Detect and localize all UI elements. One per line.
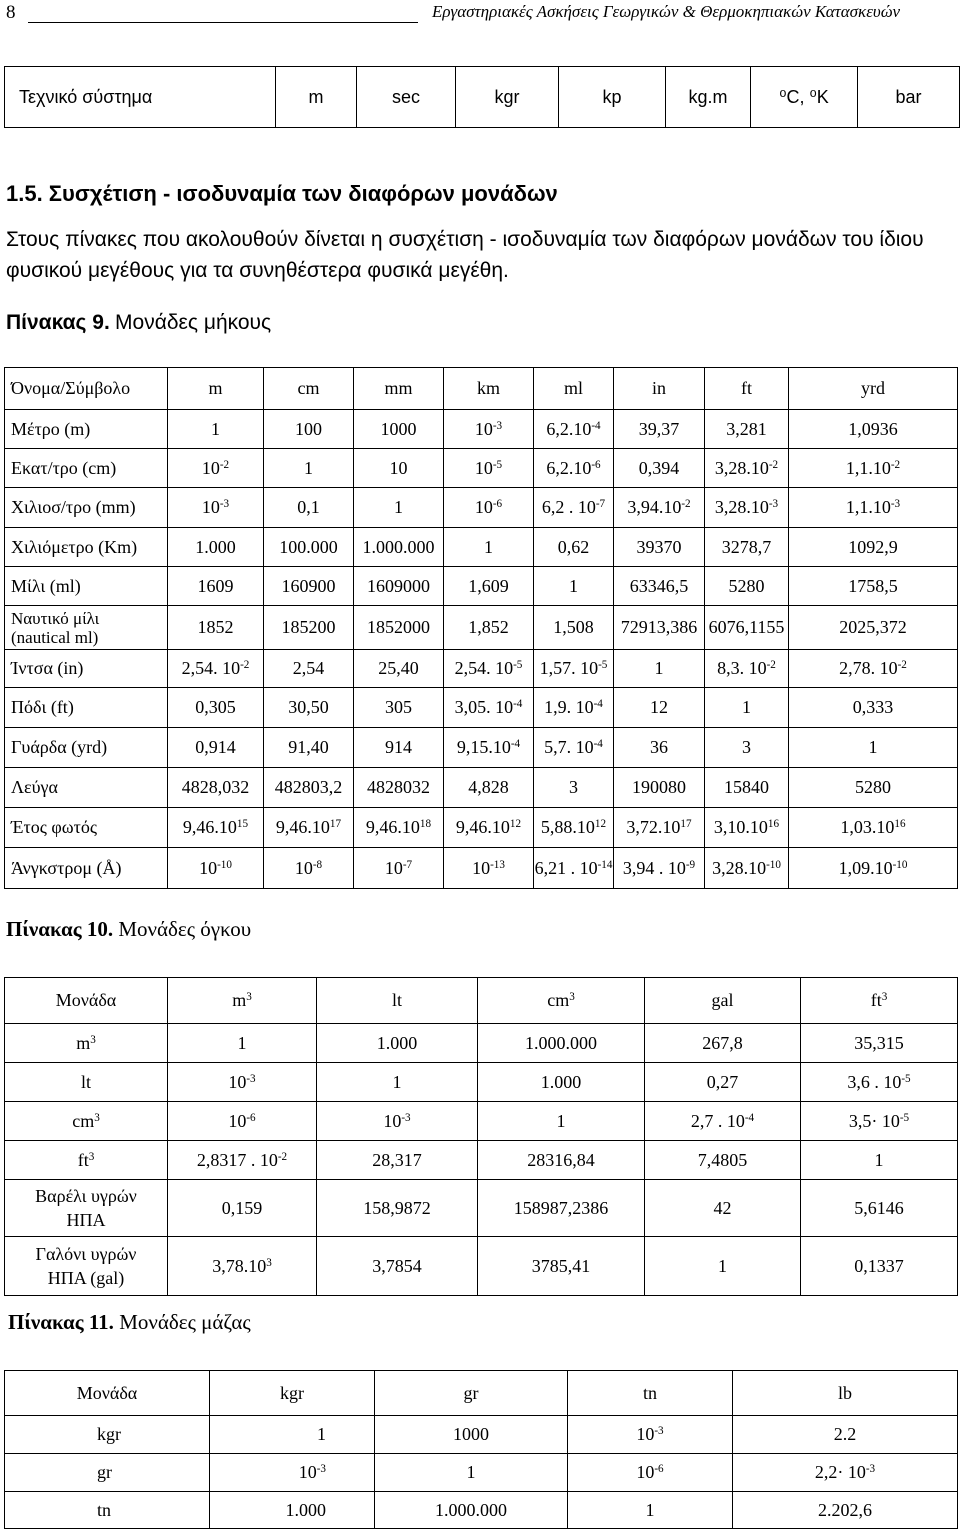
- row-label-cell: Γαλόνι υγρών ΗΠΑ (gal): [5, 1237, 168, 1296]
- value-cell: $10^{-6}$: [568, 1454, 733, 1492]
- value-cell: 914: [354, 728, 444, 768]
- value-cell: 1852000: [354, 606, 444, 650]
- table11-title: Μονάδες μάζας: [119, 1310, 251, 1334]
- value-cell: 3,72.10$^{17}$: [614, 808, 705, 848]
- value-cell: $10^{-3}$: [444, 410, 534, 449]
- header-cell: yrd: [789, 368, 958, 410]
- value-cell: 1,9. $10^{-4}$: [534, 688, 614, 728]
- tech-cell: kgr: [456, 67, 559, 128]
- value-cell: 1,0936: [789, 410, 958, 449]
- header-cell: kgr: [210, 1371, 375, 1416]
- table-row: [5, 1454, 958, 1492]
- value-cell: 482803,2: [264, 768, 354, 808]
- row-label-cell: $cm^3$: [5, 1102, 168, 1141]
- value-cell: 2.2: [733, 1416, 958, 1454]
- value-cell: 1: [168, 410, 264, 449]
- value-cell: 3,78.10$^3$: [168, 1237, 317, 1296]
- value-cell: 1: [264, 449, 354, 488]
- value-cell: 0,333: [789, 688, 958, 728]
- table-row: [5, 1102, 958, 1141]
- value-cell: $3,28.10^{-3}$: [705, 488, 789, 528]
- table-row: [5, 1024, 958, 1063]
- value-cell: 4828,032: [168, 768, 264, 808]
- value-cell: 3785,41: [478, 1237, 645, 1296]
- value-cell: 3: [534, 768, 614, 808]
- header-cell: ft: [705, 368, 789, 410]
- row-label-cell: gr: [5, 1454, 210, 1492]
- value-cell: 39370: [614, 528, 705, 567]
- value-cell: 1.000.000: [354, 528, 444, 567]
- header-row: [5, 368, 958, 410]
- value-cell: 2,54. $10^{-5}$: [444, 650, 534, 688]
- table-row: [5, 488, 958, 528]
- header-cell: gr: [375, 1371, 568, 1416]
- value-cell: 1: [801, 1141, 958, 1180]
- value-cell: 9,46.10$^{15}$: [168, 808, 264, 848]
- row-label-cell: kgr: [5, 1416, 210, 1454]
- value-cell: $10^{-5}$: [444, 449, 534, 488]
- value-cell: 10: [354, 449, 444, 488]
- table-row: [5, 1492, 958, 1529]
- value-cell: 42: [645, 1180, 801, 1237]
- value-cell: 100: [264, 410, 354, 449]
- value-cell: $9,15.10^{-4}$: [444, 728, 534, 768]
- value-cell: 3,05. $10^{-4}$: [444, 688, 534, 728]
- value-cell: 39,37: [614, 410, 705, 449]
- value-cell: 3,94 . $10^{-9}$: [614, 848, 705, 889]
- value-cell: 4,828: [444, 768, 534, 808]
- table-row: [5, 688, 958, 728]
- value-cell: 6,2 . $10^{-7}$: [534, 488, 614, 528]
- value-cell: 0,62: [534, 528, 614, 567]
- page-number: 8: [6, 2, 16, 23]
- value-cell: 1,609: [444, 567, 534, 606]
- value-cell: $10^{-3}$: [210, 1454, 375, 1492]
- header-cell: Μονάδα: [5, 1371, 210, 1416]
- value-cell: $10^{-6}$: [444, 488, 534, 528]
- value-cell: 1852: [168, 606, 264, 650]
- value-cell: 1.000: [317, 1024, 478, 1063]
- value-cell: 1: [317, 1063, 478, 1102]
- table10-caption: [6, 917, 251, 942]
- value-cell: 158,9872: [317, 1180, 478, 1237]
- tech-cell: bar: [858, 67, 960, 128]
- header-cell: m: [168, 368, 264, 410]
- value-cell: $10^{-10}$: [168, 848, 264, 889]
- value-cell: 3278,7: [705, 528, 789, 567]
- value-cell: 25,40: [354, 650, 444, 688]
- header-cell: lb: [733, 1371, 958, 1416]
- value-cell: 1000: [375, 1416, 568, 1454]
- table-row: [5, 650, 958, 688]
- value-cell: 0,159: [168, 1180, 317, 1237]
- value-cell: 7,4805: [645, 1141, 801, 1180]
- tech-cell: Τεχνικό σύστημα: [5, 67, 276, 128]
- value-cell: 6,21 . $10^{-14}$: [534, 848, 614, 889]
- tech-system-row: [5, 67, 960, 128]
- value-cell: 0,1: [264, 488, 354, 528]
- value-cell: $3,5\cdot 10^{-5}$: [801, 1102, 958, 1141]
- value-cell: 3,10.10$^{16}$: [705, 808, 789, 848]
- value-cell: $1,1.10^{-3}$: [789, 488, 958, 528]
- value-cell: 1758,5: [789, 567, 958, 606]
- section-heading: 1.5. Συσχέτιση - ισοδυναμία των διαφόρων μονάδων: [6, 181, 558, 206]
- value-cell: 15840: [705, 768, 789, 808]
- value-cell: 3: [705, 728, 789, 768]
- value-cell: $1,1.10^{-2}$: [789, 449, 958, 488]
- value-cell: 1: [168, 1024, 317, 1063]
- value-cell: 9,46.10$^{18}$: [354, 808, 444, 848]
- tech-cell: kg.m: [666, 67, 751, 128]
- value-cell: 1.000.000: [375, 1492, 568, 1529]
- table10-label: Πίνακας 10.: [6, 917, 114, 941]
- value-cell: 1: [789, 728, 958, 768]
- row-label-cell: Χιλιόμετρο (Km): [5, 528, 168, 567]
- header-cell: km: [444, 368, 534, 410]
- value-cell: 1: [534, 567, 614, 606]
- value-cell: 3,6 . $10^{-5}$: [801, 1063, 958, 1102]
- value-cell: 1609: [168, 567, 264, 606]
- table9-title: Μονάδες μήκους: [115, 311, 272, 334]
- table-row: [5, 567, 958, 606]
- value-cell: 100.000: [264, 528, 354, 567]
- value-cell: 5,88.10$^{12}$: [534, 808, 614, 848]
- row-label-cell: $ft^3$: [5, 1141, 168, 1180]
- value-cell: 1609000: [354, 567, 444, 606]
- table-row: [5, 1180, 958, 1237]
- length-units-table: [4, 367, 958, 889]
- value-cell: 63346,5: [614, 567, 705, 606]
- tech-cell: m: [276, 67, 357, 128]
- table-row: [5, 410, 958, 449]
- value-cell: $3,28.10^{-2}$: [705, 449, 789, 488]
- value-cell: $10^{-2}$: [168, 449, 264, 488]
- section-paragraph: Στους πίνακες που ακολουθούν δίνεται η συσχέτιση - ισοδυναμία των διαφόρων μονάδων του ίδιου φυσικού μεγέθους για τα συνηθέστερα φυσικά μεγέθη.: [6, 228, 924, 282]
- value-cell: 1: [210, 1416, 375, 1454]
- tech-system-table: [4, 66, 960, 128]
- header-cell: in: [614, 368, 705, 410]
- table-row: [5, 1063, 958, 1102]
- value-cell: 1: [645, 1237, 801, 1296]
- running-title: Εργαστηριακές Ασκήσεις Γεωργικών & Θερμοκηπιακών Κατασκευών: [432, 2, 901, 21]
- value-cell: 6076,1155: [705, 606, 789, 650]
- value-cell: 12: [614, 688, 705, 728]
- header-cell: gal: [645, 978, 801, 1024]
- header-cell: Μονάδα: [5, 978, 168, 1024]
- value-cell: 3,7854: [317, 1237, 478, 1296]
- value-cell: 2.202,6: [733, 1492, 958, 1529]
- value-cell: 9,46.10$^{17}$: [264, 808, 354, 848]
- value-cell: 9,46.10$^{12}$: [444, 808, 534, 848]
- value-cell: $10^{-3}$: [317, 1102, 478, 1141]
- row-label-cell: Έτος φωτός: [5, 808, 168, 848]
- value-cell: 8,3. $10^{-2}$: [705, 650, 789, 688]
- value-cell: 28,317: [317, 1141, 478, 1180]
- table-row: [5, 606, 958, 650]
- table-row: [5, 1141, 958, 1180]
- table-row: [5, 1416, 958, 1454]
- row-label-cell: Άνγκστρομ (Å): [5, 848, 168, 889]
- value-cell: 91,40: [264, 728, 354, 768]
- value-cell: $10^{-3}$: [568, 1416, 733, 1454]
- table10-title: Μονάδες όγκου: [118, 917, 252, 941]
- value-cell: 5280: [705, 567, 789, 606]
- value-cell: 1,852: [444, 606, 534, 650]
- row-label-cell: lt: [5, 1063, 168, 1102]
- value-cell: 1000: [354, 410, 444, 449]
- value-cell: $3,28.10^{-10}$: [705, 848, 789, 889]
- value-cell: 5,6146: [801, 1180, 958, 1237]
- row-label-cell: Χιλιοσ/τρο (mm): [5, 488, 168, 528]
- value-cell: $10^{-7}$: [354, 848, 444, 889]
- value-cell: $10^{-13}$: [444, 848, 534, 889]
- value-cell: 36: [614, 728, 705, 768]
- tech-cell: sec: [357, 67, 456, 128]
- table-row: [5, 528, 958, 567]
- value-cell: $3,94.10^{-2}$: [614, 488, 705, 528]
- value-cell: 1.000: [168, 528, 264, 567]
- value-cell: 35,315: [801, 1024, 958, 1063]
- row-label-cell: Μέτρο (m): [5, 410, 168, 449]
- header-cell: cm: [264, 368, 354, 410]
- row-label-cell: Εκατ/τρο (cm): [5, 449, 168, 488]
- value-cell: $2,2\cdot 10^{-3}$: [733, 1454, 958, 1492]
- row-label-cell: Ίντσα (in): [5, 650, 168, 688]
- value-cell: 2,7 . $10^{-4}$: [645, 1102, 801, 1141]
- value-cell: 0,914: [168, 728, 264, 768]
- table-row: [5, 449, 958, 488]
- tech-cell: ⁰C, ⁰K: [751, 67, 858, 128]
- table9-caption: [6, 310, 271, 335]
- value-cell: 5280: [789, 768, 958, 808]
- header-cell: $ft^3$: [801, 978, 958, 1024]
- value-cell: 2,78. $10^{-2}$: [789, 650, 958, 688]
- value-cell: 160900: [264, 567, 354, 606]
- mass-units-table: [4, 1370, 958, 1529]
- value-cell: 190080: [614, 768, 705, 808]
- row-label-cell: Ναυτικό μίλι (nautical ml): [5, 606, 168, 650]
- value-cell: 1,57. $10^{-5}$: [534, 650, 614, 688]
- value-cell: 2025,372: [789, 606, 958, 650]
- header-row: [5, 1371, 958, 1416]
- value-cell: 3,281: [705, 410, 789, 449]
- value-cell: 1: [444, 528, 534, 567]
- header-cell: ml: [534, 368, 614, 410]
- row-label-cell: Πόδι (ft): [5, 688, 168, 728]
- header-cell: $cm^3$: [478, 978, 645, 1024]
- header-cell: Όνομα/Σύμβολο: [5, 368, 168, 410]
- header-cell: tn: [568, 1371, 733, 1416]
- value-cell: 1: [478, 1102, 645, 1141]
- value-cell: 1: [375, 1454, 568, 1492]
- header-rule: [28, 22, 418, 23]
- value-cell: 30,50: [264, 688, 354, 728]
- row-label-cell: Λεύγα: [5, 768, 168, 808]
- value-cell: 305: [354, 688, 444, 728]
- table-row: [5, 768, 958, 808]
- value-cell: 185200: [264, 606, 354, 650]
- value-cell: 2,54: [264, 650, 354, 688]
- value-cell: 1: [614, 650, 705, 688]
- value-cell: 1,03.10$^{16}$: [789, 808, 958, 848]
- table-row: [5, 728, 958, 768]
- header-cell: lt: [317, 978, 478, 1024]
- value-cell: 0,305: [168, 688, 264, 728]
- value-cell: $10^{-3}$: [168, 488, 264, 528]
- value-cell: 2,8317 . $10^{-2}$: [168, 1141, 317, 1180]
- value-cell: $10^{-6}$: [168, 1102, 317, 1141]
- value-cell: 267,8: [645, 1024, 801, 1063]
- table-row: [5, 808, 958, 848]
- header-cell: $m^3$: [168, 978, 317, 1024]
- tech-cell: kp: [559, 67, 666, 128]
- header-cell: mm: [354, 368, 444, 410]
- table-row: [5, 1237, 958, 1296]
- table11-label: Πίνακας 11.: [8, 1310, 114, 1334]
- value-cell: $1,09.10^{-10}$: [789, 848, 958, 889]
- value-cell: 1: [568, 1492, 733, 1529]
- value-cell: 0,27: [645, 1063, 801, 1102]
- table-row: [5, 848, 958, 889]
- value-cell: 1092,9: [789, 528, 958, 567]
- table11-caption: [8, 1310, 251, 1335]
- value-cell: 1: [705, 688, 789, 728]
- value-cell: 1.000: [478, 1063, 645, 1102]
- value-cell: 1,508: [534, 606, 614, 650]
- value-cell: 28316,84: [478, 1141, 645, 1180]
- value-cell: $6,2.10^{-6}$: [534, 449, 614, 488]
- row-label-cell: Βαρέλι υγρών ΗΠΑ: [5, 1180, 168, 1237]
- volume-units-table: [4, 977, 958, 1296]
- value-cell: 1.000.000: [478, 1024, 645, 1063]
- value-cell: $6,2.10^{-4}$: [534, 410, 614, 449]
- row-label-cell: Γυάρδα (yrd): [5, 728, 168, 768]
- value-cell: 5,7. $10^{-4}$: [534, 728, 614, 768]
- value-cell: 158987,2386: [478, 1180, 645, 1237]
- value-cell: $10^{-8}$: [264, 848, 354, 889]
- row-label-cell: $m^3$: [5, 1024, 168, 1063]
- value-cell: 72913,386: [614, 606, 705, 650]
- table9-label: Πίνακας 9.: [6, 311, 110, 334]
- value-cell: $10^{-3}$: [168, 1063, 317, 1102]
- value-cell: 4828032: [354, 768, 444, 808]
- row-label-cell: Μίλι (ml): [5, 567, 168, 606]
- row-label-cell: tn: [5, 1492, 210, 1529]
- value-cell: 0,1337: [801, 1237, 958, 1296]
- header-row: [5, 978, 958, 1024]
- value-cell: 2,54. $10^{-2}$: [168, 650, 264, 688]
- value-cell: 0,394: [614, 449, 705, 488]
- value-cell: 1: [354, 488, 444, 528]
- value-cell: 1.000: [210, 1492, 375, 1529]
